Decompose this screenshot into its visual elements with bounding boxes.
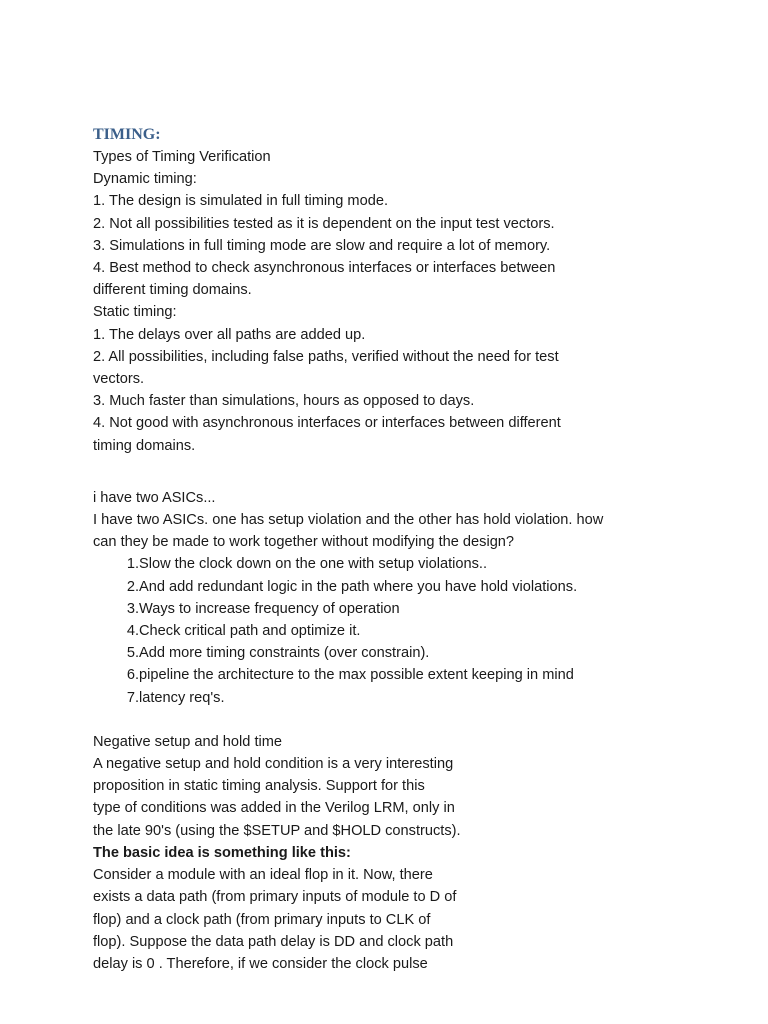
list-number: 1. [126, 556, 139, 573]
static-line: vectors. [93, 371, 145, 388]
list-item [93, 642, 693, 664]
negative-para2-line: exists a data path (from primary inputs of module to D of [93, 889, 457, 906]
dynamic-line: different timing domains. [93, 282, 252, 299]
list-item [93, 576, 693, 598]
list-text: Check critical path and optimize it. [139, 623, 361, 640]
asics-question-line: can they be made to work together without modifying the design? [93, 534, 515, 551]
list-text: Slow the clock down on the one with setup violations.. [139, 556, 488, 573]
dynamic-line: 1. The design is simulated in full timing mode. [93, 193, 388, 210]
list-number: 7. [126, 689, 139, 706]
negative-title: Negative setup and hold time [93, 733, 283, 750]
negative-para2-line: flop) and a clock path (from primary inputs to CLK of [93, 911, 431, 928]
list-number: 2. [126, 578, 139, 595]
static-line: 4. Not good with asynchronous interfaces or interfaces between different [93, 415, 561, 432]
dynamic-line: 3. Simulations in full timing mode are slow and require a lot of memory. [93, 237, 551, 254]
dynamic-line: 2. Not all possibilities tested as it is dependent on the input test vectors. [93, 215, 555, 232]
list-text: And add redundant logic in the path where you have hold violations. [139, 578, 578, 595]
list-text: latency req's. [139, 689, 225, 706]
list-item [93, 687, 693, 709]
negative-para2-line: flop). Suppose the data path delay is DD and clock path [93, 933, 454, 950]
negative-para-line: type of conditions was added in the Verilog LRM, only in [93, 800, 455, 817]
list-item [93, 598, 693, 620]
bold-line: The basic idea is something like this: [93, 844, 351, 861]
list-number: 6. [126, 667, 139, 684]
section-heading: TIMING: [93, 126, 161, 143]
static-line: timing domains. [93, 437, 196, 454]
negative-para-line: the late 90's (using the $SETUP and $HOLD constructs). [93, 822, 461, 839]
list-text: Add more timing constraints (over constrain). [139, 645, 430, 662]
negative-para2-line: delay is 0 . Therefore, if we consider the clock pulse [93, 955, 428, 972]
static-title: Static timing: [93, 304, 177, 321]
types-title: Types of Timing Verification [93, 149, 271, 165]
list-item [93, 553, 693, 575]
static-line: 1. The delays over all paths are added up. [93, 326, 366, 343]
list-item [93, 620, 693, 642]
negative-para2-line: Consider a module with an ideal flop in it. Now, there [93, 867, 433, 884]
dynamic-line: 4. Best method to check asynchronous interfaces or interfaces between [93, 260, 556, 277]
list-number: 3. [126, 600, 139, 617]
steps-list [93, 553, 693, 708]
list-number: 4. [126, 623, 139, 640]
negative-para-line: proposition in static timing analysis. Support for this [93, 778, 425, 795]
static-line: 3. Much faster than simulations, hours as opposed to days. [93, 393, 475, 410]
list-number: 5. [126, 645, 139, 662]
list-text: pipeline the architecture to the max possible extent keeping in mind [139, 667, 574, 684]
static-line: 2. All possibilities, including false paths, verified without the need for test [93, 348, 559, 365]
asics-question-line: I have two ASICs. one has setup violation and the other has hold violation. how [93, 512, 604, 529]
document-page [93, 124, 693, 975]
asics-title: i have two ASICs... [93, 489, 216, 506]
negative-para-line: A negative setup and hold condition is a very interesting [93, 756, 454, 773]
list-item [93, 664, 693, 686]
list-text: Ways to increase frequency of operation [139, 600, 400, 617]
dynamic-title: Dynamic timing: [93, 171, 197, 188]
